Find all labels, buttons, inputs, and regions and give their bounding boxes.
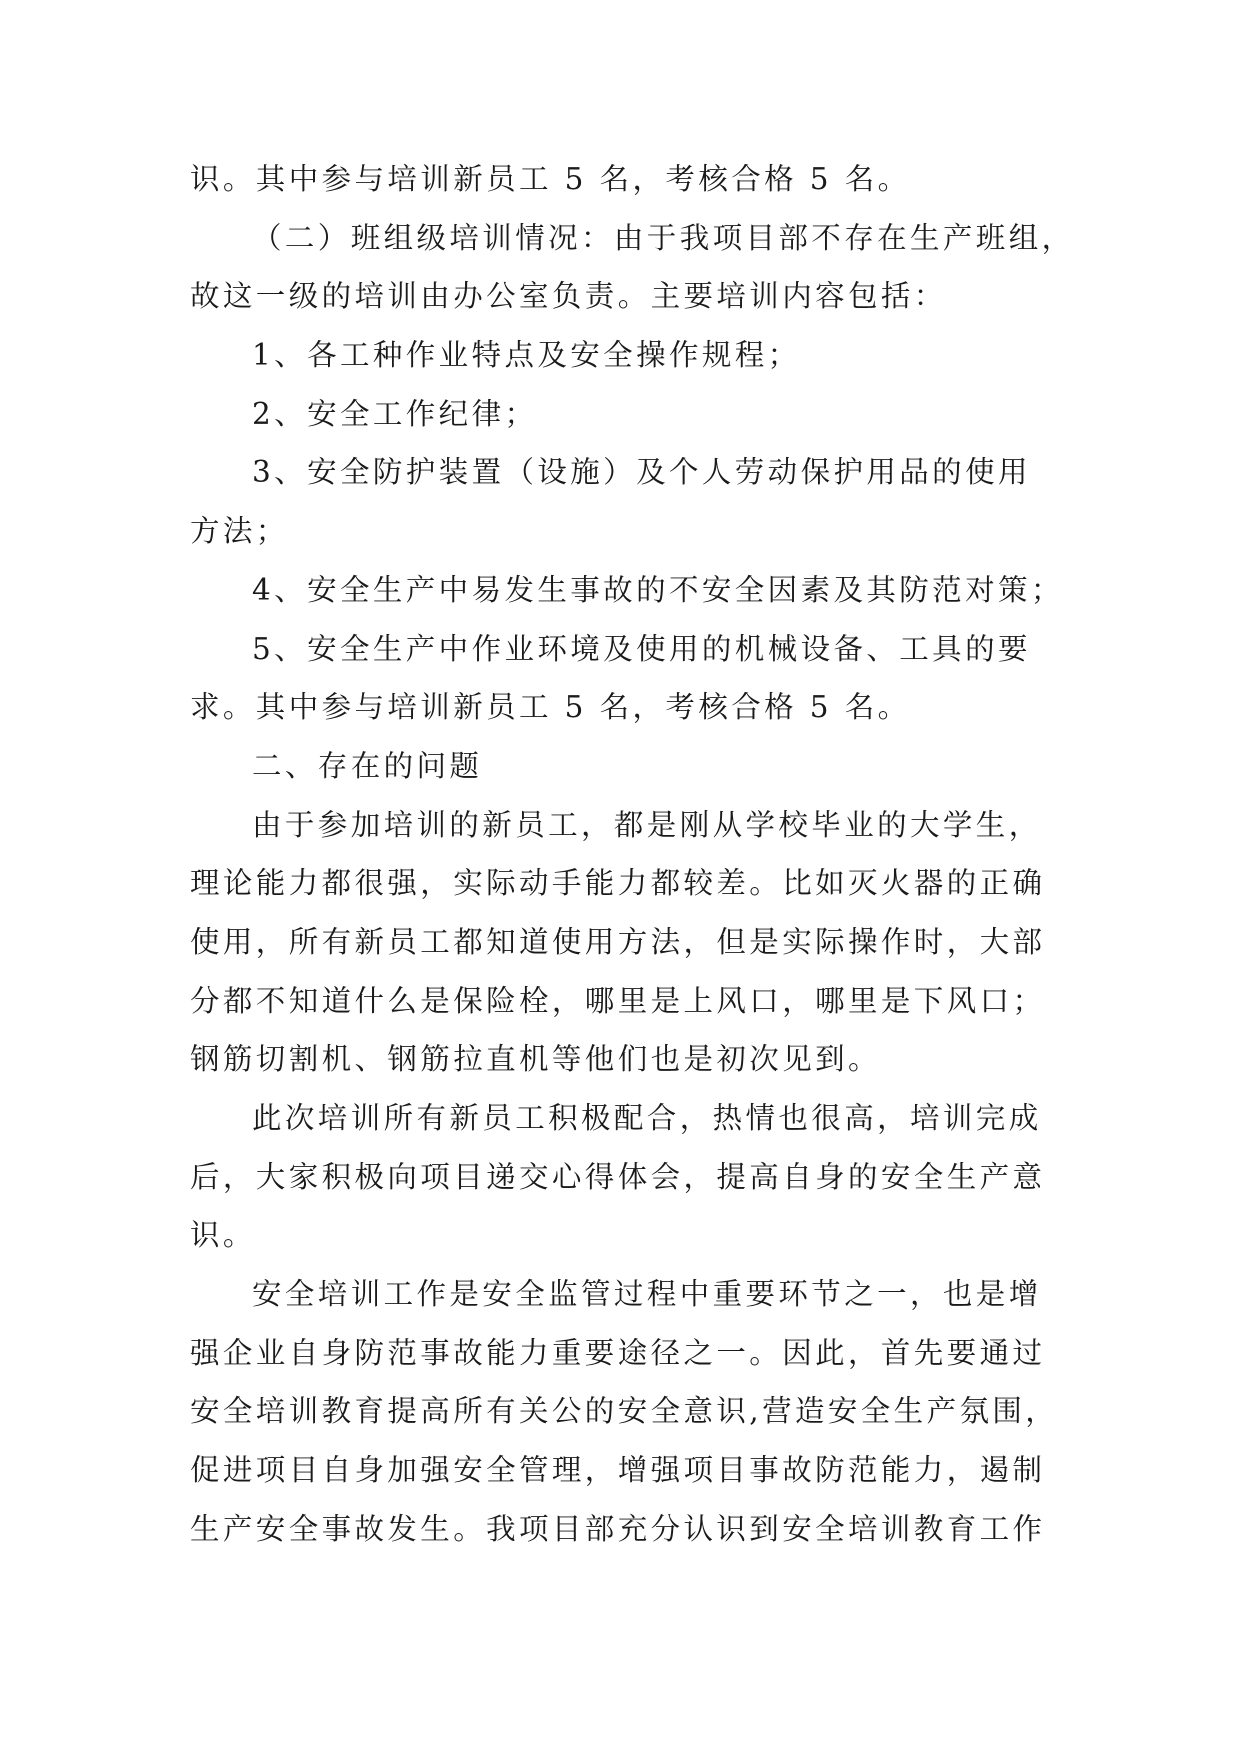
text-line: 理论能力都很强，实际动手能力都较差。比如灭火器的正确	[190, 866, 1046, 901]
text-line: 故这一级的培训由办公室负责。主要培训内容包括：	[190, 279, 947, 314]
list-item: 1、各工种作业特点及安全操作规程；	[252, 338, 801, 373]
list-item: 4、安全生产中易发生事故的不安全因素及其防范对策；	[252, 572, 1064, 607]
text-line: 钢筋切割机、钢筋拉直机等他们也是初次见到。	[190, 1042, 881, 1077]
text-line: 方法；	[190, 514, 289, 549]
list-item: 2、安全工作纪律；	[252, 396, 538, 431]
text-line: 安全培训教育提高所有关公的安全意识,营造安全生产氛围，	[190, 1394, 1059, 1429]
body-text	[190, 150, 1075, 1559]
text-line: 使用，所有新员工都知道使用方法，但是实际操作时，大部	[190, 924, 1046, 959]
text-line: 后，大家积极向项目递交心得体会，提高自身的安全生产意	[190, 1159, 1046, 1194]
text-line: 安全培训工作是安全监管过程中重要环节之一，也是增	[252, 1277, 1042, 1312]
text-line: 强企业自身防范事故能力重要途径之一。因此，首先要通过	[190, 1335, 1046, 1370]
list-item: 3、安全防护装置（设施）及个人劳动保护用品的使用	[252, 455, 1031, 490]
text-line: 促进项目自身加强安全管理，增强项目事故防范能力，遏制	[190, 1453, 1046, 1488]
text-line: 识。	[190, 1218, 256, 1253]
section-heading: 二、存在的问题	[252, 748, 483, 783]
text-line: 此次培训所有新员工积极配合，热情也很高，培训完成	[252, 1101, 1042, 1135]
text-line: 生产安全事故发生。我项目部充分认识到安全培训教育工作	[190, 1511, 1046, 1546]
text-line: （二）班组级培训情况：由于我项目部不存在生产班组，	[252, 220, 1075, 255]
text-line: 分都不知道什么是保险栓，哪里是上风口，哪里是下风口；	[190, 983, 1046, 1018]
text-line: 识。其中参与培训新员工 5 名，考核合格 5 名。	[190, 162, 911, 196]
list-item: 5、安全生产中作业环境及使用的机械设备、工具的要	[252, 631, 1031, 666]
text-line: 求。其中参与培训新员工 5 名，考核合格 5 名。	[190, 690, 911, 725]
text-line: 由于参加培训的新员工，都是刚从学校毕业的大学生，	[252, 807, 1042, 842]
